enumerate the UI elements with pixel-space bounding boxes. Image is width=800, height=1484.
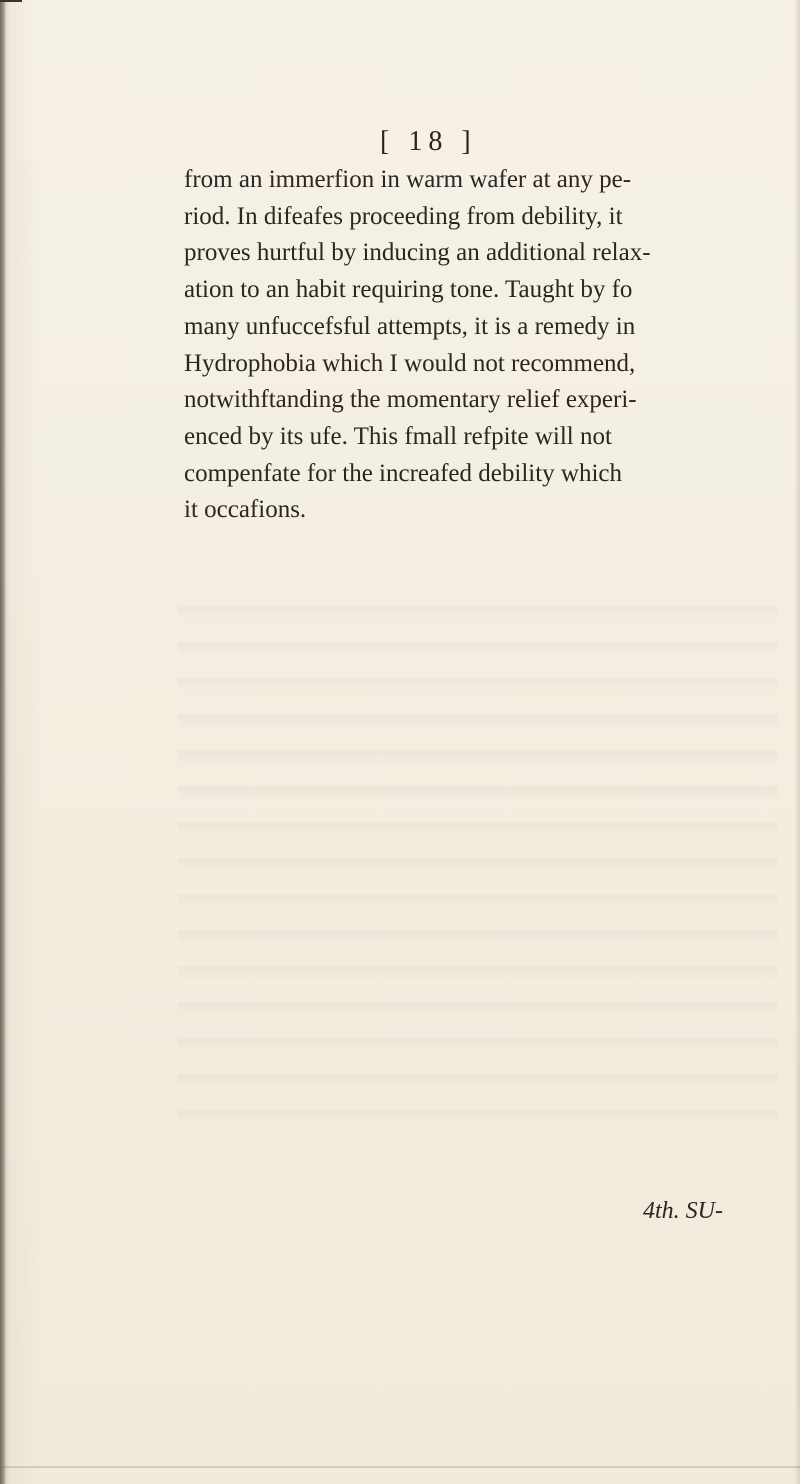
text-line: many unfuccefsful attempts, it is a remedy in: [184, 312, 636, 340]
text-line: notwithftanding the momentary relief experi-: [184, 386, 637, 414]
show-through-texture: [178, 585, 778, 1145]
text-line: from an immerfion in warm wafer at any pe-: [184, 166, 632, 193]
page-number: [ 18 ]: [380, 126, 477, 157]
text-line: riod. In difeafes proceeding from debility, it: [184, 202, 623, 230]
text-line: enced by its ufe. This fmall refpite will not: [184, 422, 612, 450]
catchword: 4th. SU-: [643, 1198, 723, 1224]
corner-mark: [0, 0, 22, 10]
text-line: it occafions.: [184, 496, 307, 524]
text-line: compenfate for the increafed debility which: [184, 459, 623, 487]
page-edge: [794, 0, 800, 1484]
body-text: [184, 162, 784, 529]
binding-gutter: [0, 0, 6, 1484]
text-line: proves hurtful by inducing an additional relax-: [184, 239, 651, 267]
text-line: ation to an habit requiring tone. Taught by fo: [184, 276, 633, 304]
text-line: Hydrophobia which I would not recommend,: [184, 349, 636, 377]
page-bottom-edge: [0, 1466, 800, 1468]
